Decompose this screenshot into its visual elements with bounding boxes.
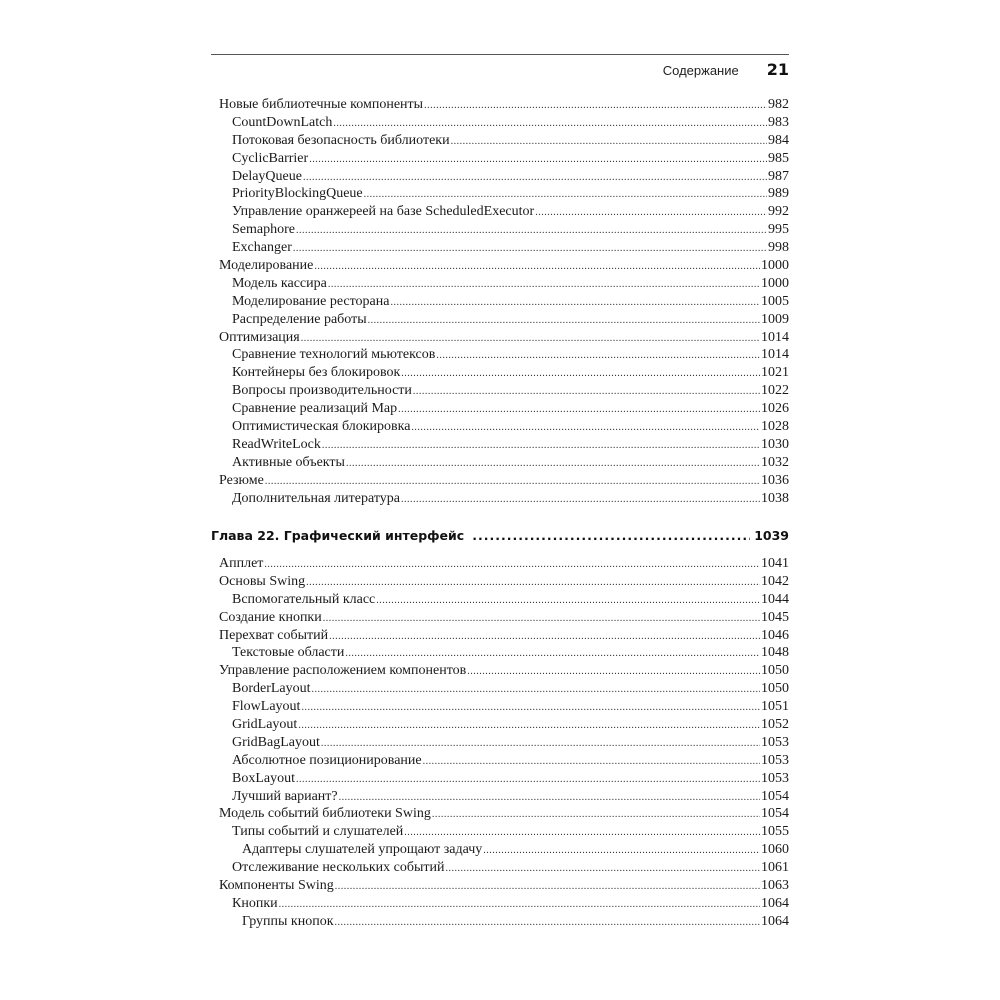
toc-entry-title: Лучший вариант?	[232, 788, 338, 804]
toc-entry[interactable]	[211, 841, 789, 859]
toc-entry-title: CountDownLatch	[232, 114, 333, 130]
dot-leader	[335, 914, 760, 932]
toc-entry-title: BorderLayout	[232, 681, 311, 697]
dot-leader	[432, 806, 760, 824]
toc-entry[interactable]	[211, 716, 789, 734]
toc-entry[interactable]	[211, 329, 789, 347]
toc-entry[interactable]	[211, 573, 789, 591]
toc-entry-title: Управление расположением компонентов	[219, 663, 467, 679]
toc-entry-title: Компоненты Swing	[219, 878, 334, 894]
dot-leader	[424, 97, 767, 115]
toc-entry-page: 1022	[761, 383, 789, 399]
chapter-page: 1039	[754, 528, 789, 543]
toc-entry-title: ReadWriteLock	[232, 436, 321, 452]
dot-leader	[279, 896, 760, 914]
dot-leader	[298, 717, 760, 735]
dot-leader	[345, 645, 760, 663]
toc-entry-page: 1045	[761, 609, 789, 625]
toc-entry-title: Перехват событий	[219, 627, 329, 643]
chapter-heading[interactable]	[211, 528, 789, 543]
toc-entry[interactable]	[211, 203, 789, 221]
dot-leader	[265, 473, 760, 491]
toc-entry-page: 1054	[761, 788, 789, 804]
toc-entry-page: 1028	[761, 419, 789, 435]
toc-entry-title: Потоковая безопасность библиотеки	[232, 132, 450, 148]
toc-entry-page: 992	[768, 204, 789, 220]
toc-entry-title: Exchanger	[232, 240, 292, 256]
dot-leader	[293, 240, 767, 258]
dot-leader	[401, 491, 760, 509]
toc-entry-page: 1061	[761, 860, 789, 876]
toc-entry[interactable]	[211, 436, 789, 454]
toc-entry[interactable]	[211, 770, 789, 788]
toc-entry[interactable]	[211, 591, 789, 609]
toc-entry-title: Кнопки	[232, 895, 278, 911]
dot-leader	[401, 365, 760, 383]
toc-entry-page: 983	[768, 114, 789, 130]
toc-entry-page: 1054	[761, 806, 789, 822]
dot-leader	[301, 699, 760, 717]
toc-entry-title: Создание кнопки	[219, 609, 322, 625]
toc-entry[interactable]	[211, 788, 789, 806]
toc-entry-page: 1052	[761, 717, 789, 733]
toc-entry-title: GridLayout	[232, 717, 298, 733]
toc-entry-title: Резюме	[219, 472, 264, 488]
toc-entry[interactable]	[211, 418, 789, 436]
toc-entry-page: 1032	[761, 454, 789, 470]
toc-entry-page: 1000	[761, 275, 789, 291]
toc-entry-title: Вспомогательный класс	[232, 591, 376, 607]
toc-entry-title: Абсолютное позиционирование	[232, 752, 422, 768]
toc-entry-title: DelayQueue	[232, 168, 302, 184]
dot-leader	[451, 133, 767, 151]
header-rule	[211, 54, 789, 55]
toc-entry-page: 1030	[761, 436, 789, 452]
toc-entry[interactable]	[211, 311, 789, 329]
dot-leader	[467, 663, 760, 681]
dot-leader	[322, 437, 760, 455]
toc-entry[interactable]	[211, 555, 789, 573]
toc-entry-title: Контейнеры без блокировок	[232, 365, 401, 381]
dot-leader	[328, 276, 760, 294]
toc-entry-title: Адаптеры слушателей упрощают задачу	[242, 842, 483, 858]
toc-entry-title: PriorityBlockingQueue	[232, 186, 363, 202]
toc-entry[interactable]	[211, 257, 789, 275]
dot-leader	[472, 528, 750, 543]
toc-entry-page: 989	[768, 186, 789, 202]
toc-entry[interactable]	[211, 114, 789, 132]
dot-leader	[312, 681, 760, 699]
toc-entry-page: 1048	[761, 645, 789, 661]
toc-entry-page: 1041	[761, 556, 789, 571]
toc-entry-page: 1009	[761, 311, 789, 327]
dot-leader	[398, 401, 760, 419]
toc-entry[interactable]	[211, 913, 789, 931]
toc-entry-page: 1000	[761, 258, 789, 274]
toc-entry-page: 987	[768, 168, 789, 184]
toc-entry-page: 1046	[761, 627, 789, 643]
dot-leader	[306, 574, 760, 592]
toc-entry[interactable]	[211, 859, 789, 877]
toc-entry[interactable]	[211, 150, 789, 168]
toc-entry-title: Моделирование ресторана	[232, 293, 390, 309]
toc-entry-page: 1064	[761, 913, 789, 929]
toc-entry[interactable]	[211, 132, 789, 150]
dot-leader	[436, 347, 760, 365]
toc-entry-page: 1014	[761, 329, 789, 345]
toc-entry-page: 1038	[761, 490, 789, 506]
dot-leader	[368, 312, 760, 330]
dot-leader	[483, 842, 760, 860]
toc-entry[interactable]	[211, 293, 789, 311]
toc-entry-page: 1053	[761, 770, 789, 786]
toc-entry-page: 998	[768, 240, 789, 256]
toc-entry-page: 1042	[761, 573, 789, 589]
toc-entry[interactable]	[211, 364, 789, 382]
toc-entry-title: Текстовые области	[232, 645, 345, 661]
toc-entry[interactable]	[211, 490, 789, 508]
toc-entry-page: 984	[768, 132, 789, 148]
toc-entry-title: Типы событий и слушателей	[232, 824, 404, 840]
toc-entry-title: Вопросы производительности	[232, 383, 412, 399]
toc-entry[interactable]	[211, 472, 789, 490]
toc-entry-page: 985	[768, 150, 789, 166]
toc-entry-title: Оптимистическая блокировка	[232, 419, 411, 435]
toc-entry-title: Сравнение технологий мьютексов	[232, 347, 436, 363]
toc-entry[interactable]	[211, 346, 789, 364]
toc-entry-title: Сравнение реализаций Map	[232, 401, 398, 417]
toc-entry-page: 1005	[761, 293, 789, 309]
toc-entry-title: GridBagLayout	[232, 734, 320, 750]
toc-entry[interactable]	[211, 895, 789, 913]
toc-entry[interactable]	[211, 662, 789, 680]
toc-list-chapter-22	[211, 555, 789, 931]
dot-leader	[413, 383, 760, 401]
toc-entry-page: 1021	[761, 365, 789, 381]
toc-entry[interactable]	[211, 609, 789, 627]
dot-leader	[333, 115, 767, 133]
toc-entry-title: Дополнительная литература	[232, 490, 400, 506]
toc-entry-page: 1050	[761, 663, 789, 679]
dot-leader	[535, 204, 767, 222]
dot-leader	[423, 753, 760, 771]
toc-entry[interactable]	[211, 239, 789, 257]
dot-leader	[296, 771, 760, 789]
toc-entry-page: 1036	[761, 472, 789, 488]
toc-entry[interactable]	[211, 382, 789, 400]
running-head	[663, 60, 789, 79]
dot-leader	[264, 556, 760, 574]
running-title: Содержание	[662, 63, 739, 78]
toc-entry-page: 1063	[761, 878, 789, 894]
dot-leader	[346, 455, 760, 473]
dot-leader	[446, 860, 760, 878]
toc-entry-title: Отслеживание нескольких событий	[232, 860, 445, 876]
toc-entry[interactable]	[211, 752, 789, 770]
toc-entry-title: Модель событий библиотеки Swing	[219, 806, 431, 822]
dot-leader	[335, 878, 760, 896]
toc-entry[interactable]	[211, 96, 789, 114]
toc-entry[interactable]	[211, 400, 789, 418]
toc-entry-title: Основы Swing	[219, 573, 306, 589]
toc-entry-page: 995	[768, 222, 789, 238]
toc-entry-page: 982	[768, 97, 789, 112]
dot-leader	[296, 222, 767, 240]
toc-entry-page: 1060	[761, 842, 789, 858]
dot-leader	[411, 419, 760, 437]
dot-leader	[339, 789, 760, 807]
toc-list-continued	[211, 96, 789, 507]
toc-entry-title: Активные объекты	[232, 454, 345, 470]
toc-entry[interactable]	[211, 185, 789, 203]
toc-entry-title: Semaphore	[232, 222, 295, 238]
toc-entry[interactable]	[211, 275, 789, 293]
dot-leader	[376, 592, 760, 610]
toc-entry[interactable]	[211, 823, 789, 841]
toc-entry-page: 1064	[761, 895, 789, 911]
dot-leader	[314, 258, 760, 276]
dot-leader	[329, 628, 760, 646]
toc-entry[interactable]	[211, 454, 789, 472]
toc-entry-title: Управление оранжереей на базе ScheduledExecutor	[232, 204, 535, 220]
toc-entry-page: 1051	[761, 699, 789, 715]
chapter-title: Глава 22. Графический интерфейс	[211, 528, 465, 543]
dot-leader	[309, 151, 767, 169]
dot-leader	[364, 186, 767, 204]
toc-entry[interactable]	[211, 680, 789, 698]
toc-entry-title: Моделирование	[219, 258, 314, 274]
toc-entry-page: 1053	[761, 734, 789, 750]
toc-entry-title: FlowLayout	[232, 699, 301, 715]
toc-entry-title: Группы кнопок	[242, 913, 334, 929]
toc-entry[interactable]	[211, 168, 789, 186]
dot-leader	[303, 169, 767, 187]
toc-entry-page: 1026	[761, 401, 789, 417]
toc-entry-title: BoxLayout	[232, 770, 295, 786]
toc-entry[interactable]	[211, 644, 789, 662]
toc-entry[interactable]	[211, 627, 789, 645]
page-number: 21	[766, 60, 789, 79]
toc-entry[interactable]	[211, 734, 789, 752]
toc-entry-title: CyclicBarrier	[232, 150, 309, 166]
toc-entry[interactable]	[211, 805, 789, 823]
toc-entry-page: 1053	[761, 752, 789, 768]
dot-leader	[321, 735, 760, 753]
toc-entry-page: 1050	[761, 681, 789, 697]
dot-leader	[390, 294, 760, 312]
toc-entry-title: Новые библиотечные компоненты	[219, 97, 424, 112]
toc-entry[interactable]	[211, 221, 789, 239]
toc-entry[interactable]	[211, 877, 789, 895]
toc-entry[interactable]	[211, 698, 789, 716]
toc-entry-title: Модель кассира	[232, 275, 327, 291]
toc-entry-page: 1055	[761, 824, 789, 840]
toc-entry-page: 1044	[761, 591, 789, 607]
toc-entry-title: Оптимизация	[219, 329, 300, 345]
toc-entry-page: 1014	[761, 347, 789, 363]
dot-leader	[323, 610, 760, 628]
toc-entry-title: Апплет	[219, 556, 264, 571]
dot-leader	[404, 824, 760, 842]
toc-entry-title: Распределение работы	[232, 311, 367, 327]
dot-leader	[301, 330, 760, 348]
